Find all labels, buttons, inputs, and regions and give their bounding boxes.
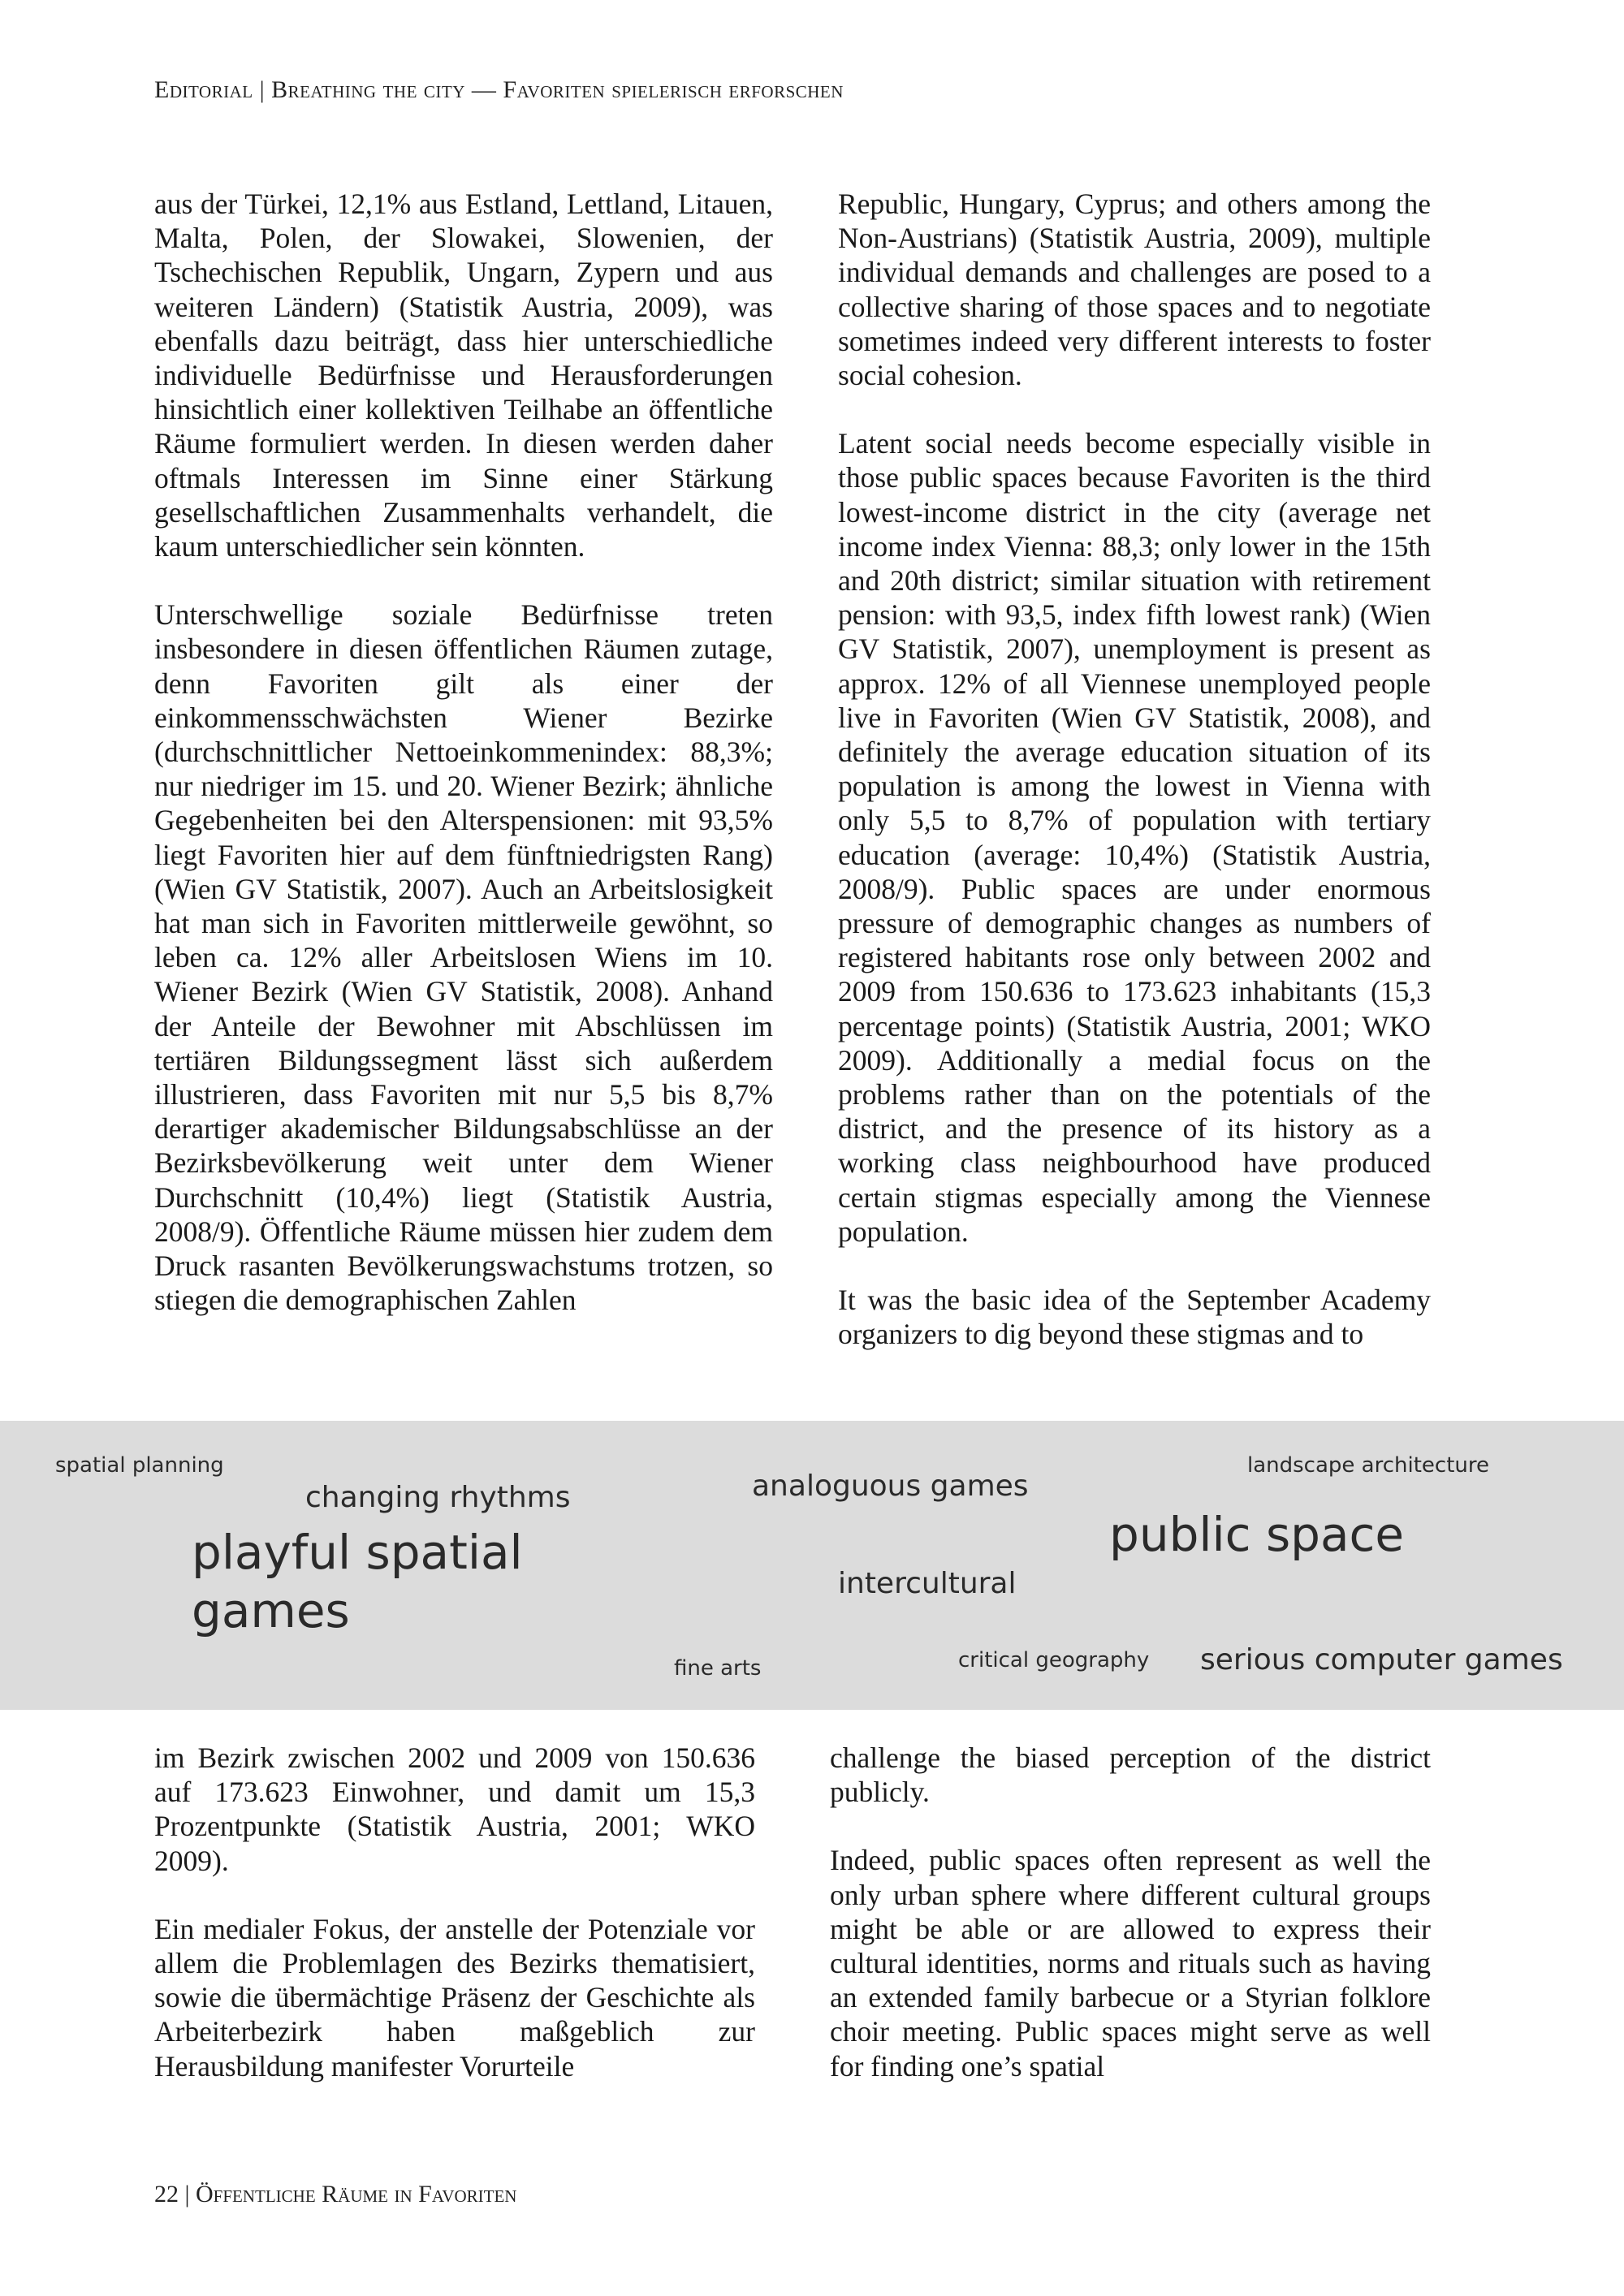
paragraph: Republic, Hungary, Cyprus; and others among the Non-Austrians) (Statistik Austria, 2009), multiple individual demands and challenges are posed to a collective sharing of those spaces and to negotiate sometimes indeed very different interests to foster social cohesion. — [838, 188, 1431, 392]
paragraph: challenge the biased perception of the district publicly. — [830, 1741, 1431, 1809]
column-bottom-right — [830, 1741, 1431, 2083]
paragraph: im Bezirk zwischen 2002 und 2009 von 150.636 auf 173.623 Einwohner, und damit um 15,3 Prozentpunkte (Statistik Austria, 2001; WKO 2009). — [154, 1741, 755, 1877]
tag-critical-geography: critical geography — [958, 1648, 1150, 1672]
column-bottom-left — [154, 1741, 755, 2083]
tag-public-space: public space — [1109, 1507, 1405, 1562]
paragraph: Latent social needs become especially visible in those public spaces because Favoriten is the third lowest-income district in the city (average net income index Vienna: 88,3; only lower in the 15th and 20th district; similar situation with retirement pension: with 93,5, index fifth lowest rank) (Wien GV Statistik, 2007), unemployment is present as approx. 12% of all Viennese unemployed people live in Favoriten (Wien GV Statistik, 2008), and definitely the average education situation of its population is among the lowest in Vienna with only 5,5 to 8,7% of population with tertiary education (average: 10,4%) (Statistik Austria, 2008/9). Public spaces are under enormous pressure of demographic changes as numbers of registered habitants rose only between 2002 and 2009 from 150.636 to 173.623 inhabitants (15,3 percentage points) (Statistik Austria, 2001; WKO 2009). Additionally a medial focus on the problems rather than on the potentials of the district, and the presence of its history as a working class neighbourhood have produced certain stigmas especially among the Viennese population. — [838, 427, 1431, 1248]
running-header: Editorial | Breathing the city — Favoriten spielerisch erforschen — [154, 76, 844, 103]
tag-analoguous-games: analoguous games — [752, 1470, 1029, 1503]
tag-landscape-architecture: landscape architecture — [1247, 1453, 1489, 1478]
paragraph: Unterschwellige soziale Bedürfnisse treten insbesondere in diesen öffentlichen Räumen zutage, denn Favoriten gilt als einer der einkommensschwächsten Wiener Bezirke (durchschnittlicher Nettoeinkommenindex: 88,3%; nur niedriger im 15. und 20. Wiener Bezirk; ähnliche Gegebenheiten bei den Alterspensionen: mit 93,5% liegt Favoriten hier auf dem fünftniedrigsten Rang) (Wien GV Statistik, 2007). Auch an Arbeitslosigkeit hat man sich in Favoriten mittlerweile gewöhnt, so leben ca. 12% aller Arbeitslosen Wiens im 10. Wiener Bezirk (Wien GV Statistik, 2008). Anhand der Anteile der Bewohner mit Abschlüssen im tertiären Bildungssegment lässt sich außerdem illustrieren, dass Favoriten mit nur 5,5 bis 8,7% derartiger akademischer Bildungsabschlüsse an der Bezirksbevölkerung weit unter dem Wiener Durchschnitt (10,4%) liegt (Statistik Austria, 2008/9). Öffentliche Räume müssen hier zudem dem Druck rasanten Bevölkerungswachstums trotzen, so stiegen die demographischen Zahlen — [154, 598, 773, 1317]
tag-serious-computer-games: serious computer games — [1200, 1643, 1563, 1677]
tag-fine-arts: fine arts — [674, 1656, 762, 1681]
tag-playful-spatial: playful spatial — [192, 1525, 523, 1580]
tag-spatial-planning: spatial planning — [55, 1453, 224, 1478]
tag-changing-rhythms: changing rhythms — [305, 1481, 571, 1514]
tag-intercultural: intercultural — [838, 1567, 1017, 1600]
tag-games: games — [192, 1583, 350, 1638]
keyword-cloud-band — [0, 1421, 1624, 1710]
column-top-left — [154, 187, 773, 1318]
paragraph: It was the basic idea of the September Academy organizers to dig beyond these stigmas and to — [838, 1284, 1431, 1351]
paragraph: Indeed, public spaces often represent as well the only urban sphere where different cultural groups might be able or are allowed to express their cultural identities, norms and rituals such as having an extended family barbecue or a Styrian folklore choir meeting. Public spaces might serve as well for finding one’s spatial — [830, 1844, 1431, 2082]
paragraph: aus der Türkei, 12,1% aus Estland, Lettland, Litauen, Malta, Polen, der Slowakei, Slowenien, der Tschechischen Republik, Ungarn, Zypern und aus weiteren Ländern) (Statistik Austria, 2009), was ebenfalls dazu beiträgt, dass hier unterschiedliche individuelle Bedürfnisse und Herausforderungen hinsichtlich einer kollektiven Teilhabe an öffentliche Räume formuliert werden. In diesen werden daher oftmals Interessen im Sinne einer Stärkung gesellschaftlichen Zusammenhalts verhandelt, die kaum unterschiedlicher sein könnten. — [154, 188, 773, 563]
column-top-right — [838, 187, 1431, 1352]
paragraph: Ein medialer Fokus, der anstelle der Potenziale vor allem die Problemlagen des Bezirks thematisiert, sowie die übermächtige Präsenz der Geschichte als Arbeiterbezirk haben maßgeblich zur Herausbildung manifester Vorurteile — [154, 1912, 755, 2082]
page-footer: 22 | Öffentliche Räume in Favoriten — [154, 2181, 517, 2208]
